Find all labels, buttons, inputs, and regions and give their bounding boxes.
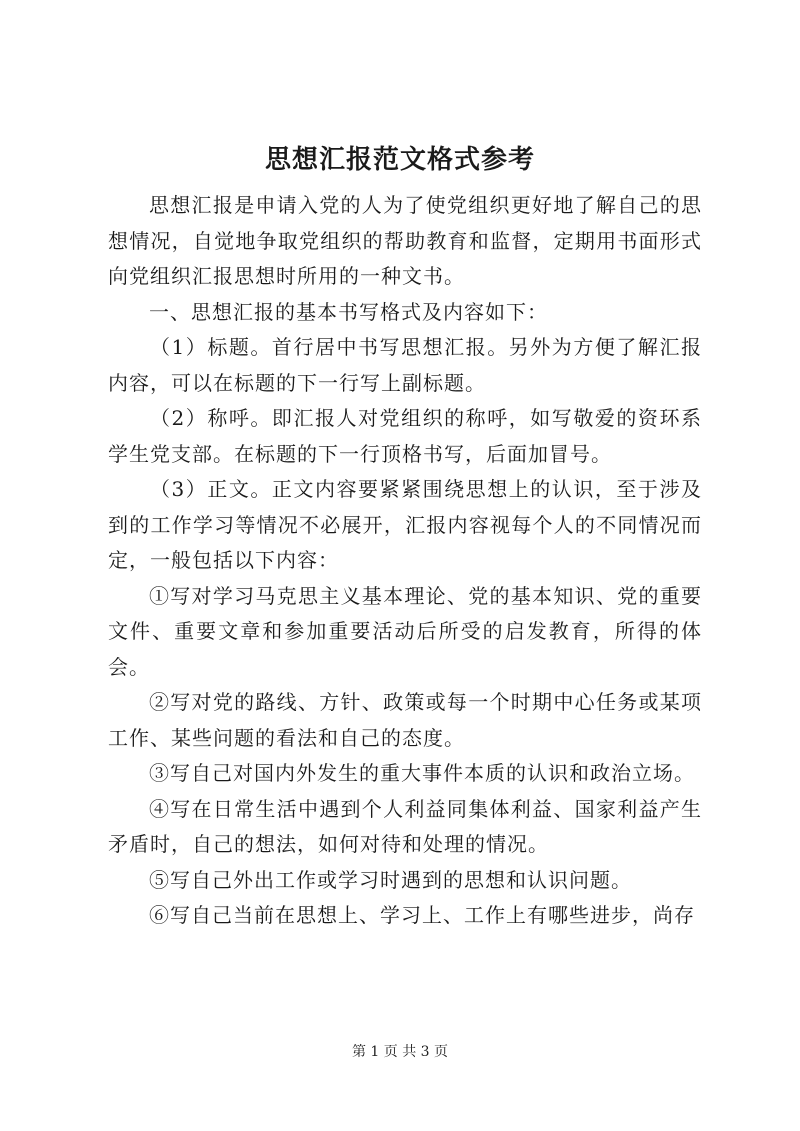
content-point-1: ①写对学习马克思主义基本理论、党的基本知识、党的重要文件、重要文章和参加重要活动后所受的启发教育，所得的体会。 [108,583,702,679]
content-point-2: ②写对党的路线、方针、政策或每一个时期中心任务或某项工作、某些问题的看法和自己的态度。 [108,690,702,750]
document-body [108,188,702,934]
item-body-paragraph: （3）正文。正文内容要紧紧围绕思想上的认识，至于涉及到的工作学习等情况不必展开，汇报内容视每个人的不同情况而定，一般包括以下内容： [108,477,702,572]
intro-paragraph: 思想汇报是申请入党的人为了使党组织更好地了解自己的思想情况，自觉地争取党组织的帮助教育和监督，定期用书面形式向党组织汇报思想时所用的一种文书。 [108,193,702,288]
section-heading: 一、思想汇报的基本书写格式及内容如下： [149,299,548,324]
content-point-5: ⑤写自己外出工作或学习时遇到的思想和认识问题。 [149,867,632,892]
page-title: 思想汇报范文格式参考 [264,145,535,175]
content-point-3: ③写自己对国内外发生的重大事件本质的认识和政治立场。 [149,761,695,785]
content-point-4: ④写在日常生活中遇到个人利益同集体利益、国家利益产生矛盾时，自己的想法，如何对待和处理的情况。 [108,796,702,856]
item-salutation-paragraph: （2）称呼。即汇报人对党组织的称呼，如写敬爱的资环系学生党支部。在标题的下一行顶格书写，后面加冒号。 [108,406,702,466]
page-number-footer: 第 1 页 共 3 页 [351,1044,449,1060]
item-title-paragraph: （1）标题。首行居中书写思想汇报。另外为方便了解汇报内容，可以在标题的下一行写上副标题。 [108,335,702,395]
content-point-6: ⑥写自己当前在思想上、学习上、工作上有哪些进步，尚存 [149,903,695,927]
